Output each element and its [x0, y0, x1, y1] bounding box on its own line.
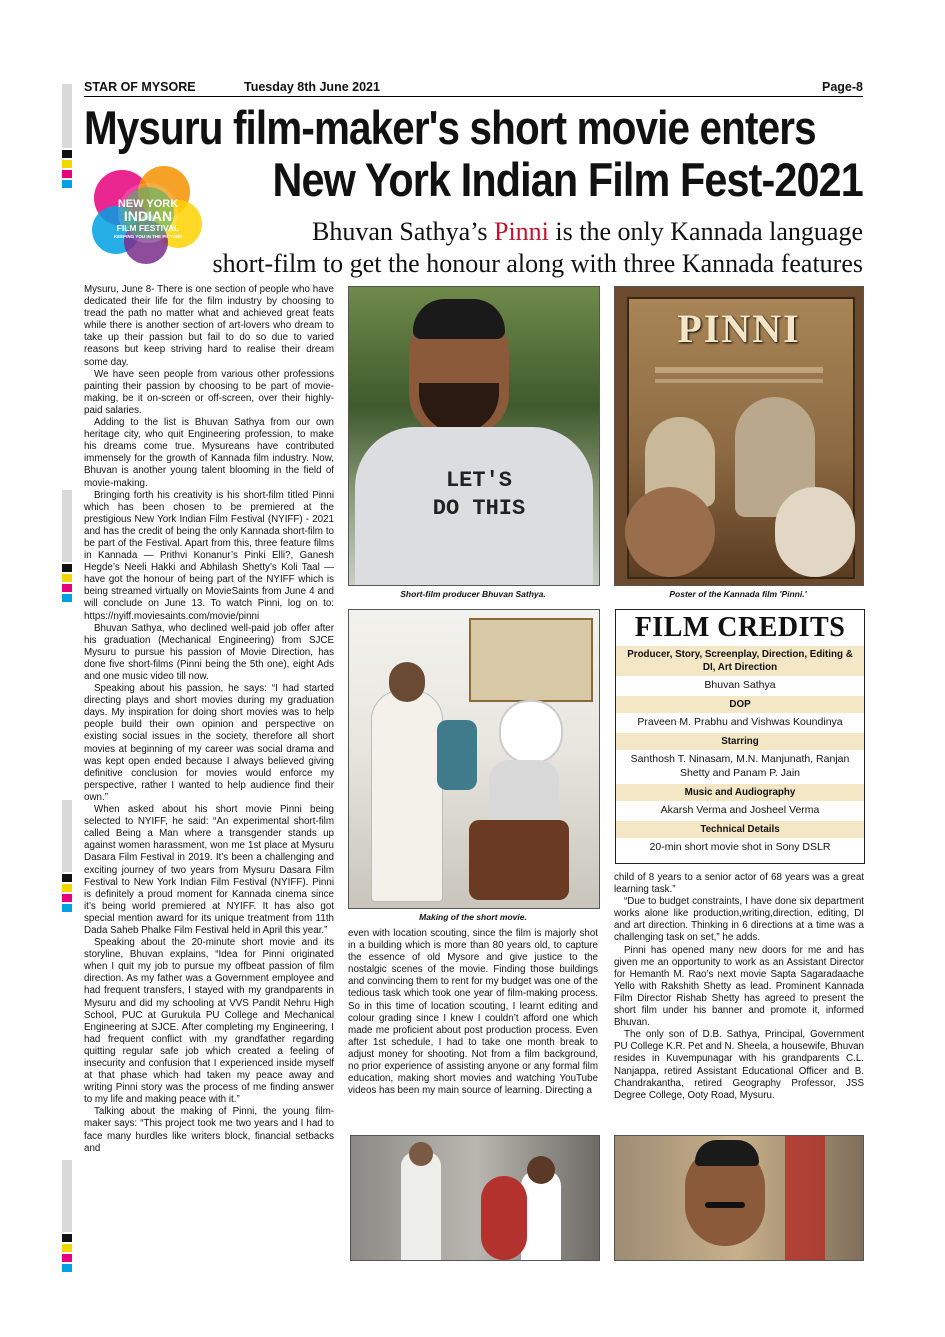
page-number: Page-8 — [822, 80, 863, 94]
logo-text: FILM FESTIVAL — [116, 223, 180, 233]
registration-mark-yellow — [62, 1244, 72, 1252]
credits-value: Praveen M. Prabhu and Vishwas Koundinya — [637, 716, 843, 728]
registration-mark-black — [62, 874, 72, 882]
photo-producer — [348, 286, 600, 586]
registration-bar — [62, 490, 72, 562]
article-column-2 — [348, 928, 598, 1122]
article-column-1 — [84, 284, 334, 1269]
credits-heading: DOP — [616, 696, 864, 713]
nyiff-logo — [86, 158, 210, 268]
registration-mark-black — [62, 1234, 72, 1242]
credits-heading: Technical Details — [616, 821, 864, 838]
article-paragraph: Bhuvan Sathya, who declined well-paid job offer after his graduation (Mechanical Engineering) from SJCE Mysuru to pursue his passion of Movie Direction, has done five short-films (Pinni being the 5th one), eight Ads and one music video till now. — [84, 622, 334, 682]
article-paragraph: Adding to the list is Bhuvan Sathya from our own heritage city, who quit Engineering profession, to make his dreams come true. Mysureans have contributed immensely for the growth of Kannada film industry. Now, Bhuvan is another young talent blooming in the field of movie-making. — [84, 417, 334, 489]
article-paragraph: Bringing forth his creativity is his short-film titled Pinni which has been chosen to be premiered at the prestigious New York Indian Film Festival (NYIFF) - 2021 and has the credit of being the only Kannada short-film to be part of the Festival. Apart from this, three feature films in Kannada — Prithvi Konanur’s Pinki Elli?, Ganesh Hegde’s Neeli Hakki and Abhilash Shetty’s Koli Taal — have got the honour of being part of the NYIFF which is being streamed virtually on MovieSaints from June 4 and will conclude on June 13. To watch Pinni, log on to: https://nyiff.moviesaints.com/movie/pinni — [84, 489, 334, 622]
article-paragraph: Speaking about his passion, he says: “I had started directing plays and short movies during my graduation days. My inspiration for doing short movies was to help people build their own opinion and perspective on existing social issues in the society, therefore all short movies at beginning of my career was social drama and was kept open ended because I always believed giving definitive conclusion for movies would enforce my perspective, rather I wanted to help audience find their own.” — [84, 683, 334, 803]
studio-light — [499, 700, 563, 764]
page-header — [84, 80, 863, 97]
issue-date: Tuesday 8th June 2021 — [244, 80, 380, 94]
registration-mark-magenta — [62, 584, 72, 592]
photo-film-still-2 — [614, 1135, 864, 1261]
photo-film-poster — [614, 286, 864, 586]
poster-title: PINNI — [677, 306, 801, 351]
article-paragraph: Pinni has opened many new doors for me and has given me an opportunity to work as an Assistant Director for Hemanth M. Rao’s next movie Sapta Sagaradaache Yello with Rakshith Shetty as lead. Prominent Kannada Film Director Rishab Shetty has agreed to present the short film under his banner and promote it, informed Bhuvan. — [614, 944, 864, 1029]
credits-value: Akarsh Verma and Josheel Verma — [660, 804, 820, 816]
article-paragraph: The only son of D.B. Sathya, Principal, Government PU College K.R. Pet and N. Sheela, a housewife, Bhuvan resides in Kuvempunagar with his grandparents C.L. Nanjappa, retired Assistant Educational Officer and B. Chandrakantha, retired Geography Professor, JSS Degree College, Ooty Road, Mysuru. — [614, 1029, 864, 1101]
camera-operator — [437, 720, 477, 790]
subheadline-line-1 — [312, 217, 863, 247]
article-paragraph: When asked about his short movie Pinni being selected to NYIFF, he said: “An experimental short-film called Being a Man where a transgender stands up against women harassment, won me 1st place at Mysuru Dasara Film Festival in 2019. It’s been a challenging and exciting journey of two years from Mysuru Dasara Film Festival to New York Indian Film Festival (NYIFF). Pinni is definitely a proud moment for Kannada cinema since it’s being world premiered at NYIFF. It has also got special mention award for its unique treatment from 11th Dada Saheb Phalke Film Festival held in April this year.” — [84, 804, 334, 936]
still-elder-head — [409, 1142, 433, 1166]
person-head — [389, 662, 425, 702]
barber-chair — [469, 820, 569, 900]
headline-line-2: New York Indian Film Fest-2021 — [272, 153, 863, 206]
subheadline-film-title: Pinni — [494, 217, 549, 246]
article-paragraph: even with location scouting, since the film is majorly shot in a building which is more than 80 years old, to capture the essence of old Mysore and give justice to the nostalgic scenes of the movie. Finding those buildings and convincing them to rent for my budget was one of the tedious task which took one year of film-making process. So in this time of location scouting, I learnt editing and colour grading since I knew I couldn’t afford one which made me proficient about post production process. Even after 1st schedule, I had to take one month break to adjust money for shooting. Not from a film background, no prior experience of assisting anyone or any formal film education, making short movies and watching YouTube videos has been my main source of learning. Directing a — [348, 928, 598, 1097]
person-in-white — [371, 690, 443, 902]
poster-figure-face — [625, 487, 715, 577]
registration-mark-magenta — [62, 894, 72, 902]
film-credits-box — [615, 609, 865, 864]
article-paragraph: “Due to budget constraints, I have done six department works alone like production,writing,direction, editing, DI and art direction. Thinking in 6 directions at a time was a challenging task on set,” he adds. — [614, 896, 864, 944]
still-moustache — [705, 1202, 745, 1208]
registration-bar — [62, 800, 72, 872]
shirt-text: LET'S — [445, 468, 512, 493]
film-credits-title: FILM CREDITS — [634, 612, 846, 643]
credits-value: Santhosh T. Ninasam, M.N. Manjunath, Ranjan Shetty and Panam P. Jain — [630, 753, 850, 779]
caption-making: Making of the short movie. — [419, 912, 527, 922]
subheadline-text: Bhuvan Sathya’s — [312, 217, 494, 246]
credits-heading: Producer, Story, Screenplay, Direction, Editing & DI, Art Direction — [616, 646, 864, 676]
registration-bar — [62, 1160, 72, 1232]
registration-mark-yellow — [62, 160, 72, 168]
logo-tagline: KEEPING YOU IN THE PICTURE — [113, 234, 183, 239]
subheadline-line-2: short-film to get the honour along with three Kannada features — [212, 249, 863, 278]
article-paragraph: Speaking about the 20-minute short movie and its storyline, Bhuvan explains, “Idea for Pinni originated when I quit my job to pursue my offbeat passion of film direction. As my father was a Government employee and had frequent transfers, I stayed with my grandparents in Mysuru and did my schooling at VVS Pandit Nehru High School, PUC at Gurukula PU College and Mechanical Engineering at SJCE. After completing my Engineering, I had frequent conflict with my grandfather regarding quitting regular safe job which created a feeling of insecurity and confusion that I experienced inside myself at that phase which had taken my peace away and writing Pinni story was the process of me finding answer to my life and making peace with it.” — [84, 937, 334, 1106]
credits-heading: Starring — [616, 733, 864, 750]
article-column-3 — [614, 872, 864, 1124]
credits-value: 20-min short movie shot in Sony DSLR — [649, 841, 831, 853]
mirror-frame — [469, 618, 593, 702]
photo-film-still-1 — [350, 1135, 600, 1261]
article-paragraph: Talking about the making of Pinni, the young film-maker says: “This project took me two years and I had to face many hurdles like writers block, financial setbacks and — [84, 1106, 334, 1154]
still-red-object — [785, 1136, 825, 1260]
caption-poster: Poster of the Kannada film 'Pinni.' — [669, 589, 807, 599]
poster-figure-elder — [775, 487, 855, 577]
registration-mark-magenta — [62, 1254, 72, 1262]
shirt-text: DO THIS — [432, 496, 526, 521]
registration-mark-cyan — [62, 904, 72, 912]
still-red-object — [481, 1176, 527, 1260]
registration-bar — [62, 84, 72, 148]
registration-mark-yellow — [62, 884, 72, 892]
registration-mark-magenta — [62, 170, 72, 178]
still-child-head — [527, 1156, 555, 1184]
registration-mark-cyan — [62, 1264, 72, 1272]
logo-text: NEW YORK — [117, 198, 179, 210]
credits-heading: Music and Audiography — [616, 784, 864, 801]
registration-mark-yellow — [62, 574, 72, 582]
registration-mark-cyan — [62, 180, 72, 188]
registration-mark-cyan — [62, 594, 72, 602]
credits-value: Bhuvan Sathya — [704, 679, 776, 691]
article-paragraph: child of 8 years to a senior actor of 68 years was a great learning task.” — [614, 872, 864, 896]
portrait-hair — [413, 299, 505, 339]
registration-mark-black — [62, 150, 72, 158]
registration-mark-black — [62, 564, 72, 572]
newspaper-name: STAR OF MYSORE — [84, 80, 196, 94]
poster-credits-line — [655, 379, 823, 383]
photo-making-of — [348, 609, 600, 909]
article-paragraph: We have seen people from various other professions painting their passion by choosing to be part of movie-making, be it on-screen or off-screen, over their highly-paid salaries. — [84, 368, 334, 416]
still-elder-figure — [401, 1152, 441, 1260]
still-child-hair — [695, 1140, 759, 1166]
article-paragraph: Mysuru, June 8- There is one section of people who have dedicated their life for the film industry by choosing to tread the path no matter what and achieved great feats while there is another section of art-lovers who dream to take up their passion but fail to do so due to varied reasons but keep striving hard to realise their dream some day. — [84, 284, 334, 368]
logo-text: INDIAN — [123, 208, 173, 224]
caption-producer: Short-film producer Bhuvan Sathya. — [400, 589, 546, 599]
subheadline-text: is the only Kannada language — [548, 217, 863, 246]
headline-line-1: Mysuru film-maker's short movie enters — [84, 101, 816, 154]
poster-credits-line — [655, 367, 823, 373]
